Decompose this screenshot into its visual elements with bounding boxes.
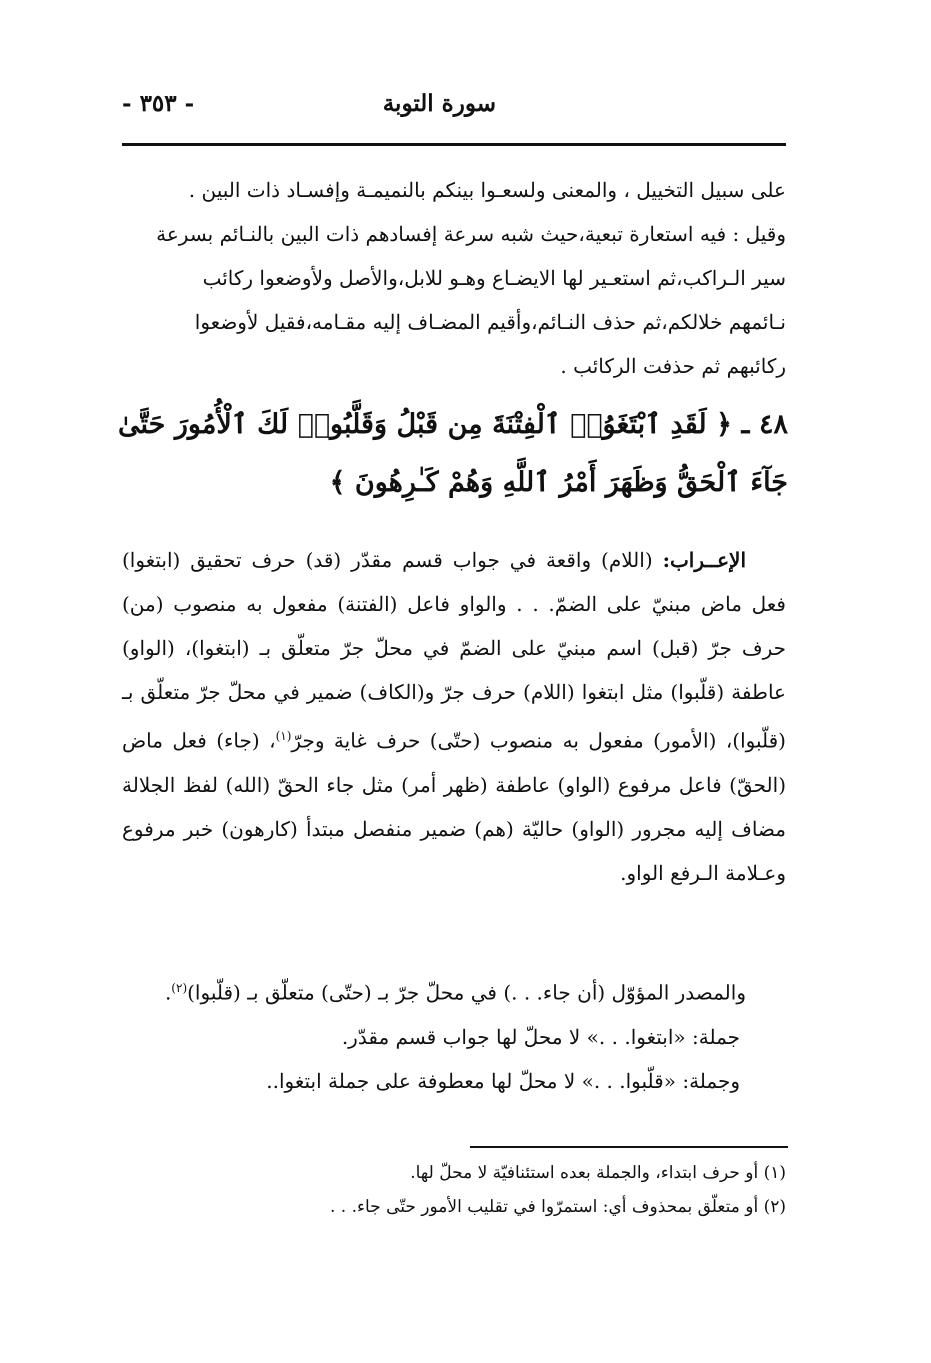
- header-rule: [122, 143, 786, 146]
- masdar-end: .: [164, 980, 172, 1005]
- irab-label: الإعــراب:: [662, 548, 746, 572]
- masdar-text: والمصدر المؤوّل (أن جاء. . .) في محلّ جرّ بـ (حتّى) متعلّق بـ (قلّبوا): [187, 980, 746, 1005]
- sentence-line: وجملة: «قلّبوا. . .» لا محلّ لها معطوفة على جملة ابتغوا..: [266, 1068, 740, 1093]
- irab-text-part2: ، (جاء) فعل ماض (الحقّ) فاعل مرفوع (الواو) عاطفة (ظهر أمر) مثل جاء الحقّ (الله) لفظ الجلالة مضاف إليه مجرور (الواو) حاليّة (هم) ضمير منفصل مبتدأ (كارهون) خبر مرفوع وعـلامة الـرفع الواو.: [122, 728, 786, 885]
- irab-paragraph: [122, 538, 786, 895]
- irab-section: [122, 538, 786, 895]
- intro-line: سير الـراكب،ثم استعـير لها الايضـاع وهـو للابل،والأصل ولأوضعوا ركائب: [202, 266, 786, 290]
- footnote-ref-1[interactable]: (١): [275, 729, 292, 743]
- footnote-1: (١) أو حرف ابتداء، والجملة بعده استئنافيّة لا محلّ لها.: [410, 1163, 786, 1183]
- masdar-section: [122, 966, 786, 1103]
- irab-text-part1: (اللام) واقعة في جواب قسم مقدّر (قد) حرف تحقيق (ابتغوا) فعل ماض مبنيّ على الضمّ. . . والواو فاعل (الفتنة) مفعول به منصوب (من) حرف جرّ (قبل) اسم مبنيّ على الضمّ في محلّ جرّ متعلّق بـ (ابتغوا)، (الواو) عاطفة (قلّبوا) مثل ابتغوا (اللام) حرف جرّ و(الكاف) ضمير في محلّ جرّ متعلّق بـ (قلّبوا)، (الأمور) مفعول به منصوب (حتّى) حرف غاية وجرّ: [122, 548, 786, 753]
- masdar-paragraph: [122, 966, 786, 1015]
- verse-number: ٤٨ ـ: [741, 409, 788, 440]
- quran-verse: [118, 396, 788, 512]
- verse-text: ﴿ لَقَدِ ٱبْتَغَوُا۟ ٱلْفِتْنَةَ مِن قَبْلُ وَقَلَّبُوا۟ لَكَ ٱلْأُمُورَ حَتَّىٰ جَآءَ ٱلْحَقُّ وَظَهَرَ أَمْرُ ٱللَّهِ وَهُمْ كَـٰرِهُونَ ﴾: [118, 409, 788, 498]
- page-header: [122, 86, 786, 130]
- sentence-line: جملة: «ابتغوا. . .» لا محلّ لها جواب قسم مقدّر.: [341, 1024, 740, 1049]
- running-title: سورة التوبة: [382, 90, 496, 117]
- footnote-ref-2[interactable]: (٢): [171, 981, 188, 995]
- footnotes: [122, 1156, 786, 1224]
- footnote-rule: [470, 1146, 788, 1148]
- intro-paragraph: [122, 168, 786, 388]
- footnote-2: (٢) أو متعلّق بمحذوف أي: استمرّوا في تقليب الأمور حتّى جاء. . .: [329, 1197, 786, 1217]
- intro-line: نـائمهم خلالكم،ثم حذف النـائم،وأقيم المضـاف إليه مقـامه،فقيل لأوضعوا: [194, 310, 786, 334]
- page-number: - ٣٥٣ -: [122, 90, 195, 117]
- intro-line: على سبيل التخييل ، والمعنى ولسعـوا بينكم بالنميمـة وإفسـاد ذات البين .: [188, 178, 786, 202]
- intro-line: ركائبهم ثم حذفت الركائب .: [560, 354, 786, 378]
- intro-line: وقيل : فيه استعارة تبعية،حيث شبه سرعة إفسادهم ذات البين بالنـائم بسرعة: [156, 222, 786, 246]
